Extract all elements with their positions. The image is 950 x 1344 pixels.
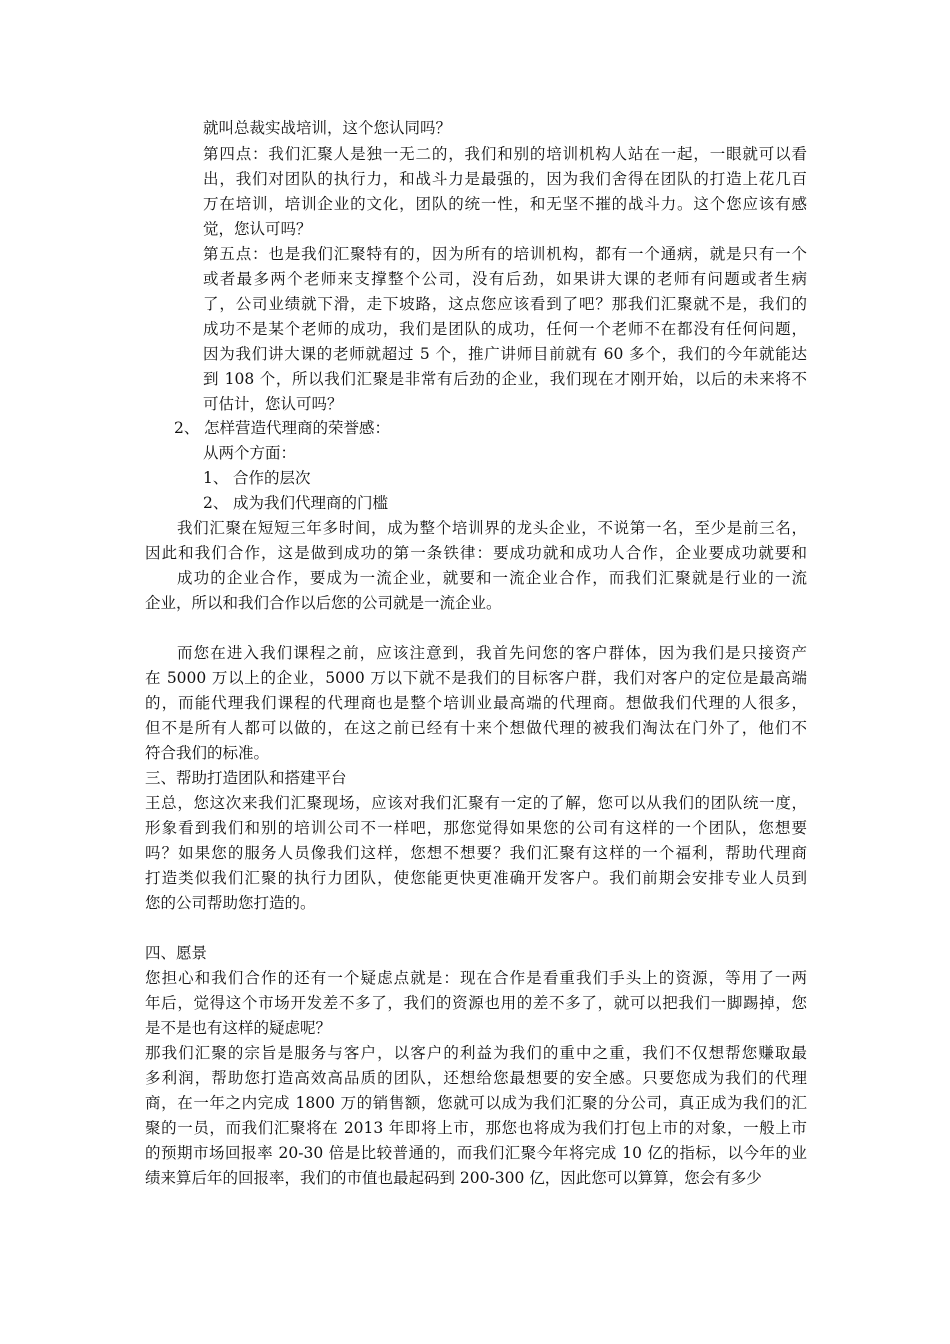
paragraph-industry-leader <box>145 516 807 566</box>
text-line: 可估计，您认可吗？ <box>203 395 343 413</box>
text-line: 就叫总裁实战培训，这个您认同吗？ <box>203 119 452 137</box>
text-line: 您的公司帮助您打造的。 <box>145 894 316 912</box>
section-heading-3 <box>145 766 745 791</box>
text-line: 从两个方面： <box>203 444 297 462</box>
text-line: 第五点：也是我们汇聚特有的，因为所有的培训机构，都有一个通病，就是只有一个 <box>203 245 807 263</box>
text-line: 因此和我们合作，这是做到成功的第一条铁律：要成功就和成功人合作，企业要成功就要和 <box>145 544 807 562</box>
text-line: 了，公司业绩就下滑，走下坡路，这点您应该看到了吧？那我们汇聚就不是，我们的 <box>203 295 807 313</box>
text-line: 的预期市场回报率 20-30 倍是比较普通的，而我们汇聚今年将完成 10 亿的指标，以今年的业 <box>145 1144 807 1162</box>
text-line: 吗？如果您的服务人员像我们这样，您想不想要？我们汇聚有这样的一个福利，帮助代理商 <box>145 844 807 862</box>
text-line: 在 5000 万以上的企业，5000 万以下就不是我们的目标客户群，我们对客户的定位是最高端 <box>145 669 807 687</box>
sub-item-1 <box>203 466 603 491</box>
text-line: 多利润，帮助您打造高效高品质的团队，还想给您最想要的安全感。只要您成为我们的代理 <box>145 1069 807 1087</box>
text-line: 符合我们的标准。 <box>145 744 270 762</box>
text-line: 到 108 个，所以我们汇聚是非常有后劲的企业，我们现在才刚开始，以后的未来将不 <box>203 370 807 388</box>
text-line: 打造类似我们汇聚的执行力团队，使您能更快更准确开发客户。我们前期会安排专业人员到 <box>145 869 807 887</box>
text-line: 绩来算后年的回报率，我们的市值也最起码到 200-300 亿，因此您可以算算，您会有多少 <box>145 1169 762 1187</box>
paragraph-industry-leader-continued <box>177 566 807 591</box>
list-text: 合作的层次 <box>233 469 311 487</box>
text-line: 王总，您这次来我们汇聚现场，应该对我们汇聚有一定的了解，您可以从我们的团队统一度， <box>145 794 807 812</box>
text-line: 您担心和我们合作的还有一个疑虑点就是：现在合作是看重我们手头上的资源，等用了一两 <box>145 969 807 987</box>
text-line: 是不是也有这样的疑虑呢？ <box>145 1019 332 1037</box>
text-line: 我们汇聚在短短三年多时间，成为整个培训界的龙头企业，不说第一名，至少是前三名， <box>177 519 807 537</box>
text-line: 企业，所以和我们合作以后您的公司就是一流企业。 <box>145 594 502 612</box>
paragraph-point-four <box>203 142 807 242</box>
list-text: 怎样营造代理商的荣誉感： <box>204 419 391 437</box>
text-line: 年后，觉得这个市场开发差不多了，我们的资源也用的差不多了，就可以把我们一脚踢掉，您 <box>145 994 807 1012</box>
text-line: 但不是所有人都可以做的，在这之前已经有十来个想做代理的被我们淘汰在门外了，他们不 <box>145 719 807 737</box>
sub-item-2 <box>203 491 603 516</box>
text-line: 第四点：我们汇聚人是独一无二的，我们和别的培训机构人站在一起，一眼就可以看 <box>203 145 807 163</box>
text-line: 那我们汇聚的宗旨是服务与客户，以客户的利益为我们的重中之重，我们不仅想帮您赚取最 <box>145 1044 807 1062</box>
text-line: 或者最多两个老师来支撑整个公司，没有后劲，如果讲大课的老师有问题或者生病 <box>203 270 807 288</box>
text-line: 成功的企业合作，要成为一流企业，就要和一流企业合作，而我们汇聚就是行业的一流 <box>177 569 807 587</box>
paragraph-industry-leader-continued-end <box>145 591 807 616</box>
text-line: 而您在进入我们课程之前，应该注意到，我首先问您的客户群体，因为我们是只接资产 <box>177 644 807 662</box>
paragraph-intro-tail <box>203 116 813 141</box>
paragraph-threshold <box>145 641 807 766</box>
text-line: 形象看到我们和别的培训公司不一样吧，那您觉得如果您的公司有这样的一个团队，您想要 <box>145 819 807 837</box>
text-line: 万在培训，培训企业的文化，团队的统一性，和无坚不摧的战斗力。这个您应该有感 <box>203 195 807 213</box>
list-text: 成为我们代理商的门槛 <box>233 494 389 512</box>
heading-text: 四、愿景 <box>145 944 208 962</box>
text-line: 觉，您认可吗？ <box>203 220 312 238</box>
text-line: 商，在一年之内完成 1800 万的销售额，您就可以成为我们汇聚的分公司，真正成为我们的汇 <box>145 1094 807 1112</box>
two-aspects-line <box>203 441 603 466</box>
list-number: 2、 <box>203 494 229 512</box>
list-item-2 <box>174 416 674 441</box>
list-number: 2、 <box>174 419 200 437</box>
paragraph-team-building <box>145 791 807 916</box>
text-line: 出，我们对团队的执行力，和战斗力是最强的，因为我们舍得在团队的打造上花几百 <box>203 170 807 188</box>
heading-text: 三、帮助打造团队和搭建平台 <box>145 769 347 787</box>
section-heading-4 <box>145 941 745 966</box>
text-line: 成功不是某个老师的成功，我们是团队的成功，任何一个老师不在都没有任何问题， <box>203 320 807 338</box>
text-line: 聚的一员，而我们汇聚将在 2013 年即将上市，那您也将成为我们打包上市的对象，一般上市 <box>145 1119 807 1137</box>
paragraph-point-five <box>203 242 807 417</box>
text-line: 的，而能代理我们课程的代理商也是整个培训业最高端的代理商。想做我们代理的人很多， <box>145 694 807 712</box>
paragraph-concern <box>145 966 807 1041</box>
text-line: 因为我们讲大课的老师就超过 5 个，推广讲师目前就有 60 多个，我们的今年就能达 <box>203 345 807 363</box>
list-number: 1、 <box>203 469 229 487</box>
paragraph-vision <box>145 1041 807 1191</box>
